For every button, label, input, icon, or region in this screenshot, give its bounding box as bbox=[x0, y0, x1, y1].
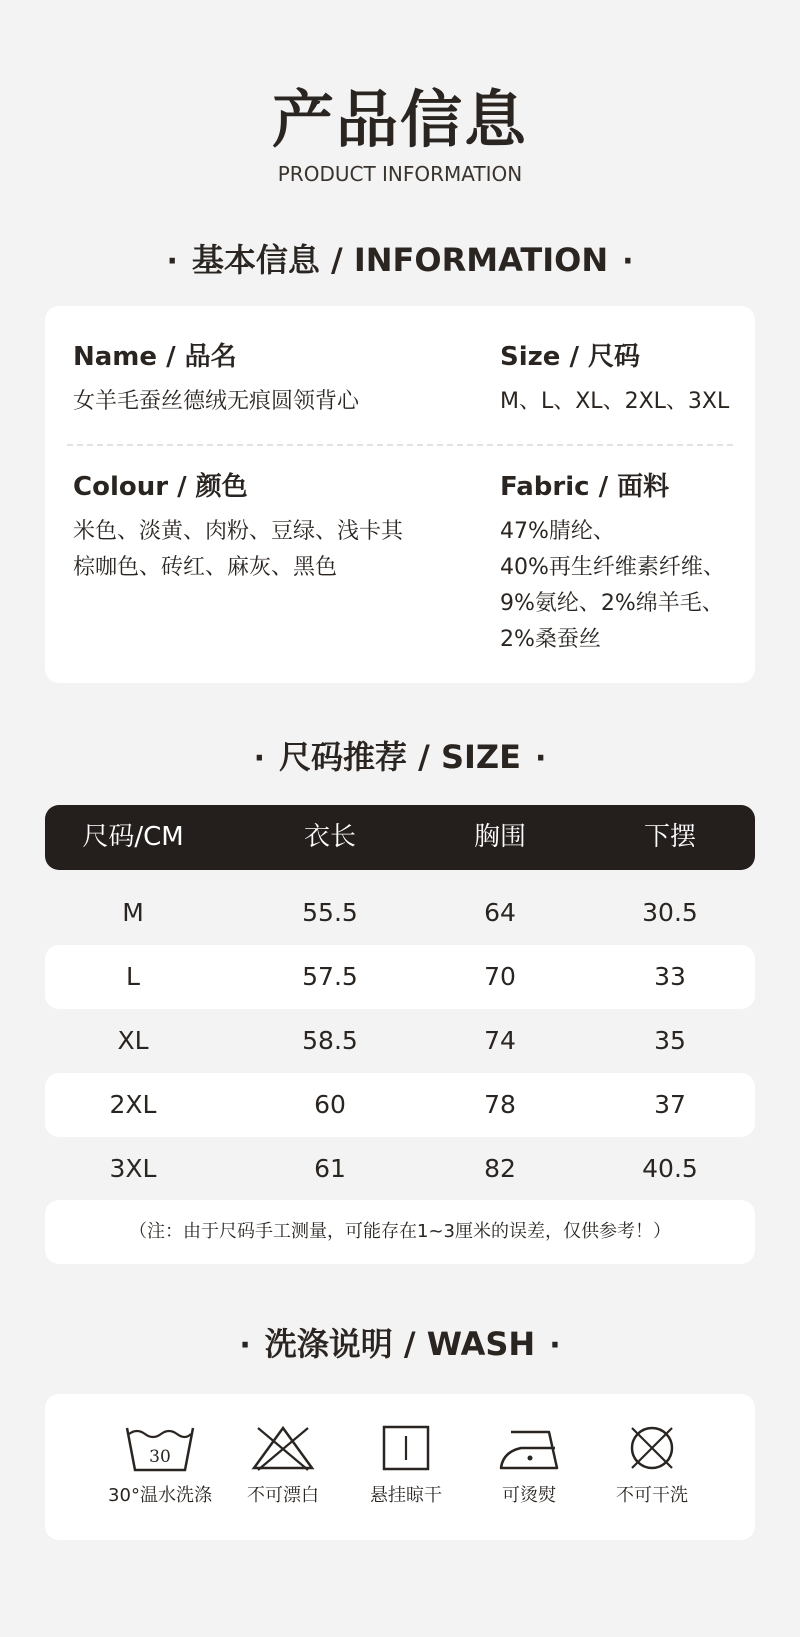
table-row bbox=[45, 945, 755, 1009]
header-chest: 胸围 bbox=[473, 822, 526, 852]
info-divider bbox=[67, 444, 733, 446]
header-size: 尺码/CM bbox=[82, 822, 184, 852]
size-section-title bbox=[0, 735, 800, 781]
header-length: 衣长 bbox=[303, 822, 356, 852]
wash-30-icon bbox=[125, 1424, 195, 1472]
table-row bbox=[45, 881, 755, 945]
size-value: M、L、XL、2XL、3XL bbox=[500, 389, 730, 414]
length-cell: 55.5 bbox=[302, 898, 358, 927]
title-dot-right: · bbox=[535, 741, 547, 776]
size-note: （注：由于尺码手工测量，可能存在1~3厘米的误差，仅供参考！） bbox=[129, 1221, 671, 1242]
name-label: Name / 品名 bbox=[73, 342, 237, 372]
name-value: 女羊毛蚕丝德绒无痕圆领背心 bbox=[73, 389, 360, 414]
length-cell: 58.5 bbox=[302, 1026, 358, 1055]
size-cell: 3XL bbox=[109, 1154, 157, 1183]
size-note-card bbox=[45, 1200, 755, 1264]
table-row bbox=[45, 1073, 755, 1137]
hang-dry-icon bbox=[381, 1424, 431, 1472]
page-title: 产品信息 bbox=[271, 83, 528, 156]
wash-item bbox=[464, 1424, 594, 1508]
length-cell: 57.5 bbox=[302, 962, 358, 991]
fabric-value-line-1: 47%腈纶、 bbox=[500, 519, 615, 544]
wash-card bbox=[45, 1394, 755, 1540]
wash-section-title bbox=[0, 1322, 800, 1368]
title-dot-right: · bbox=[622, 244, 634, 279]
page-subtitle: PRODUCT INFORMATION bbox=[277, 162, 523, 186]
length-cell: 60 bbox=[314, 1090, 346, 1119]
title-dot-left: · bbox=[239, 1328, 251, 1363]
wash-item bbox=[95, 1424, 225, 1508]
colour-label: Colour / 颜色 bbox=[73, 472, 248, 502]
header-hem: 下摆 bbox=[643, 822, 696, 852]
fabric-value-line-2: 40%再生纤维素纤维、 bbox=[500, 555, 725, 580]
fabric-value-line-4: 2%桑蚕丝 bbox=[500, 627, 601, 652]
size-cell: M bbox=[122, 898, 144, 927]
wash-item bbox=[587, 1424, 717, 1508]
chest-cell: 82 bbox=[484, 1154, 516, 1183]
hem-cell: 40.5 bbox=[642, 1154, 698, 1183]
wash-item bbox=[218, 1424, 348, 1508]
no-dry-clean-icon bbox=[626, 1424, 678, 1472]
length-cell: 61 bbox=[314, 1154, 346, 1183]
title-dot-left: · bbox=[253, 741, 265, 776]
title-dot-left: · bbox=[166, 244, 178, 279]
title-dot-right: · bbox=[549, 1328, 561, 1363]
fabric-label: Fabric / 面料 bbox=[500, 472, 670, 502]
size-label: Size / 尺码 bbox=[500, 342, 641, 372]
iron-icon bbox=[497, 1424, 561, 1472]
wash-section-title-text: 洗涤说明 / WASH bbox=[264, 1325, 536, 1363]
info-card bbox=[45, 306, 755, 683]
size-cell: XL bbox=[117, 1026, 149, 1055]
table-row bbox=[45, 1009, 755, 1073]
size-cell: 2XL bbox=[109, 1090, 157, 1119]
wash-label: 不可漂白 bbox=[247, 1485, 319, 1506]
hem-cell: 35 bbox=[654, 1026, 686, 1055]
hem-cell: 37 bbox=[654, 1090, 686, 1119]
chest-cell: 78 bbox=[484, 1090, 516, 1119]
wash-item bbox=[341, 1424, 471, 1508]
chest-cell: 64 bbox=[484, 898, 516, 927]
info-section-title bbox=[0, 238, 800, 284]
fabric-value-line-3: 9%氨纶、2%绵羊毛、 bbox=[500, 591, 724, 616]
wash-temp-text: 30 bbox=[149, 1447, 171, 1467]
size-table-header bbox=[45, 805, 755, 870]
colour-value-line-1: 米色、淡黄、肉粉、豆绿、浅卡其 bbox=[73, 519, 404, 544]
colour-value-line-2: 棕咖色、砖红、麻灰、黑色 bbox=[73, 555, 338, 580]
wash-label: 30°温水洗涤 bbox=[108, 1485, 212, 1506]
wash-label: 悬挂晾干 bbox=[370, 1485, 442, 1506]
size-cell: L bbox=[126, 962, 140, 991]
no-bleach-icon bbox=[250, 1424, 316, 1472]
hem-cell: 30.5 bbox=[642, 898, 698, 927]
wash-label: 可烫熨 bbox=[502, 1485, 556, 1506]
chest-cell: 70 bbox=[484, 962, 516, 991]
size-section-title-text: 尺码推荐 / SIZE bbox=[279, 738, 521, 776]
table-row bbox=[45, 1137, 755, 1201]
wash-label: 不可干洗 bbox=[616, 1485, 688, 1506]
info-section-title-text: 基本信息 / INFORMATION bbox=[191, 241, 609, 279]
hem-cell: 33 bbox=[654, 962, 686, 991]
chest-cell: 74 bbox=[484, 1026, 516, 1055]
